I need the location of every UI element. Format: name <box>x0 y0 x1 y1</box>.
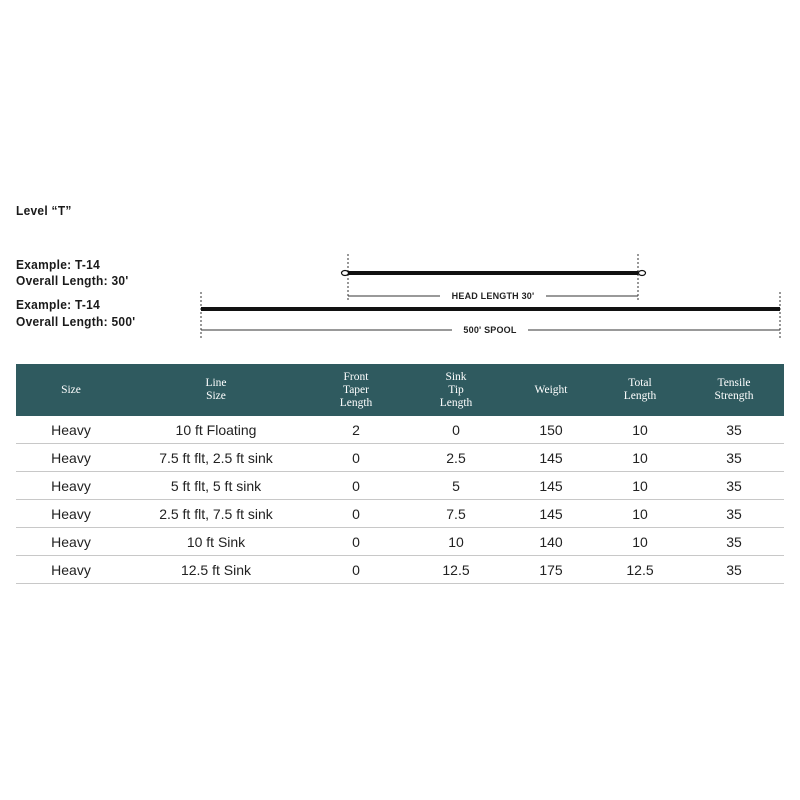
table-row <box>16 444 784 472</box>
header-front-taper-length: Front Taper Length <box>306 364 406 416</box>
cell-weight: 140 <box>506 528 596 556</box>
cell-weight: 145 <box>506 500 596 528</box>
cell-line-size: 10 ft Sink <box>126 528 306 556</box>
cell-sink-tip: 10 <box>406 528 506 556</box>
header-sink-tip-length: Sink Tip Length <box>406 364 506 416</box>
head-line-bar <box>348 271 638 275</box>
line-diagram <box>0 240 800 350</box>
head-left-loop <box>342 271 349 276</box>
cell-tensile: 35 <box>684 556 784 584</box>
head-length-label: HEAD LENGTH 30' <box>451 291 535 301</box>
example-2-name: Example: T-14 <box>16 297 101 312</box>
cell-front-taper: 0 <box>306 528 406 556</box>
cell-total-length: 10 <box>596 444 684 472</box>
page-title: Level “T” <box>16 203 72 218</box>
cell-front-taper: 2 <box>306 416 406 444</box>
head-line-diagram <box>342 254 646 302</box>
cell-line-size: 7.5 ft flt, 2.5 ft sink <box>126 444 306 472</box>
cell-size: Heavy <box>16 556 126 584</box>
table-header-row <box>16 364 784 416</box>
cell-weight: 145 <box>506 472 596 500</box>
cell-sink-tip: 2.5 <box>406 444 506 472</box>
spec-table <box>16 364 784 584</box>
example-2-length: Overall Length: 500' <box>16 314 136 329</box>
cell-tensile: 35 <box>684 500 784 528</box>
header-tensile-strength: Tensile Strength <box>684 364 784 416</box>
header-size: Size <box>16 364 126 416</box>
cell-size: Heavy <box>16 500 126 528</box>
cell-tensile: 35 <box>684 444 784 472</box>
cell-line-size: 2.5 ft flt, 7.5 ft sink <box>126 500 306 528</box>
cell-weight: 175 <box>506 556 596 584</box>
cell-weight: 150 <box>506 416 596 444</box>
cell-front-taper: 0 <box>306 556 406 584</box>
spool-length-label: 500' SPOOL <box>463 325 517 335</box>
table-row <box>16 472 784 500</box>
cell-sink-tip: 12.5 <box>406 556 506 584</box>
table-row <box>16 500 784 528</box>
cell-line-size: 10 ft Floating <box>126 416 306 444</box>
example-1-length: Overall Length: 30' <box>16 273 129 288</box>
table-row <box>16 556 784 584</box>
header-weight: Weight <box>506 364 596 416</box>
cell-total-length: 10 <box>596 416 684 444</box>
cell-line-size: 5 ft flt, 5 ft sink <box>126 472 306 500</box>
head-right-loop <box>639 271 646 276</box>
cell-line-size: 12.5 ft Sink <box>126 556 306 584</box>
cell-total-length: 10 <box>596 472 684 500</box>
cell-tensile: 35 <box>684 528 784 556</box>
example-1-name: Example: T-14 <box>16 257 101 272</box>
cell-sink-tip: 5 <box>406 472 506 500</box>
header-total-length: Total Length <box>596 364 684 416</box>
cell-weight: 145 <box>506 444 596 472</box>
cell-size: Heavy <box>16 472 126 500</box>
cell-size: Heavy <box>16 444 126 472</box>
cell-front-taper: 0 <box>306 500 406 528</box>
cell-front-taper: 0 <box>306 444 406 472</box>
spool-line-bar <box>201 307 780 311</box>
cell-sink-tip: 0 <box>406 416 506 444</box>
cell-sink-tip: 7.5 <box>406 500 506 528</box>
table-row <box>16 528 784 556</box>
table-row <box>16 416 784 444</box>
cell-size: Heavy <box>16 416 126 444</box>
cell-total-length: 10 <box>596 500 684 528</box>
cell-total-length: 12.5 <box>596 556 684 584</box>
cell-size: Heavy <box>16 528 126 556</box>
cell-total-length: 10 <box>596 528 684 556</box>
cell-tensile: 35 <box>684 472 784 500</box>
header-line-size: Line Size <box>126 364 306 416</box>
cell-tensile: 35 <box>684 416 784 444</box>
cell-front-taper: 0 <box>306 472 406 500</box>
